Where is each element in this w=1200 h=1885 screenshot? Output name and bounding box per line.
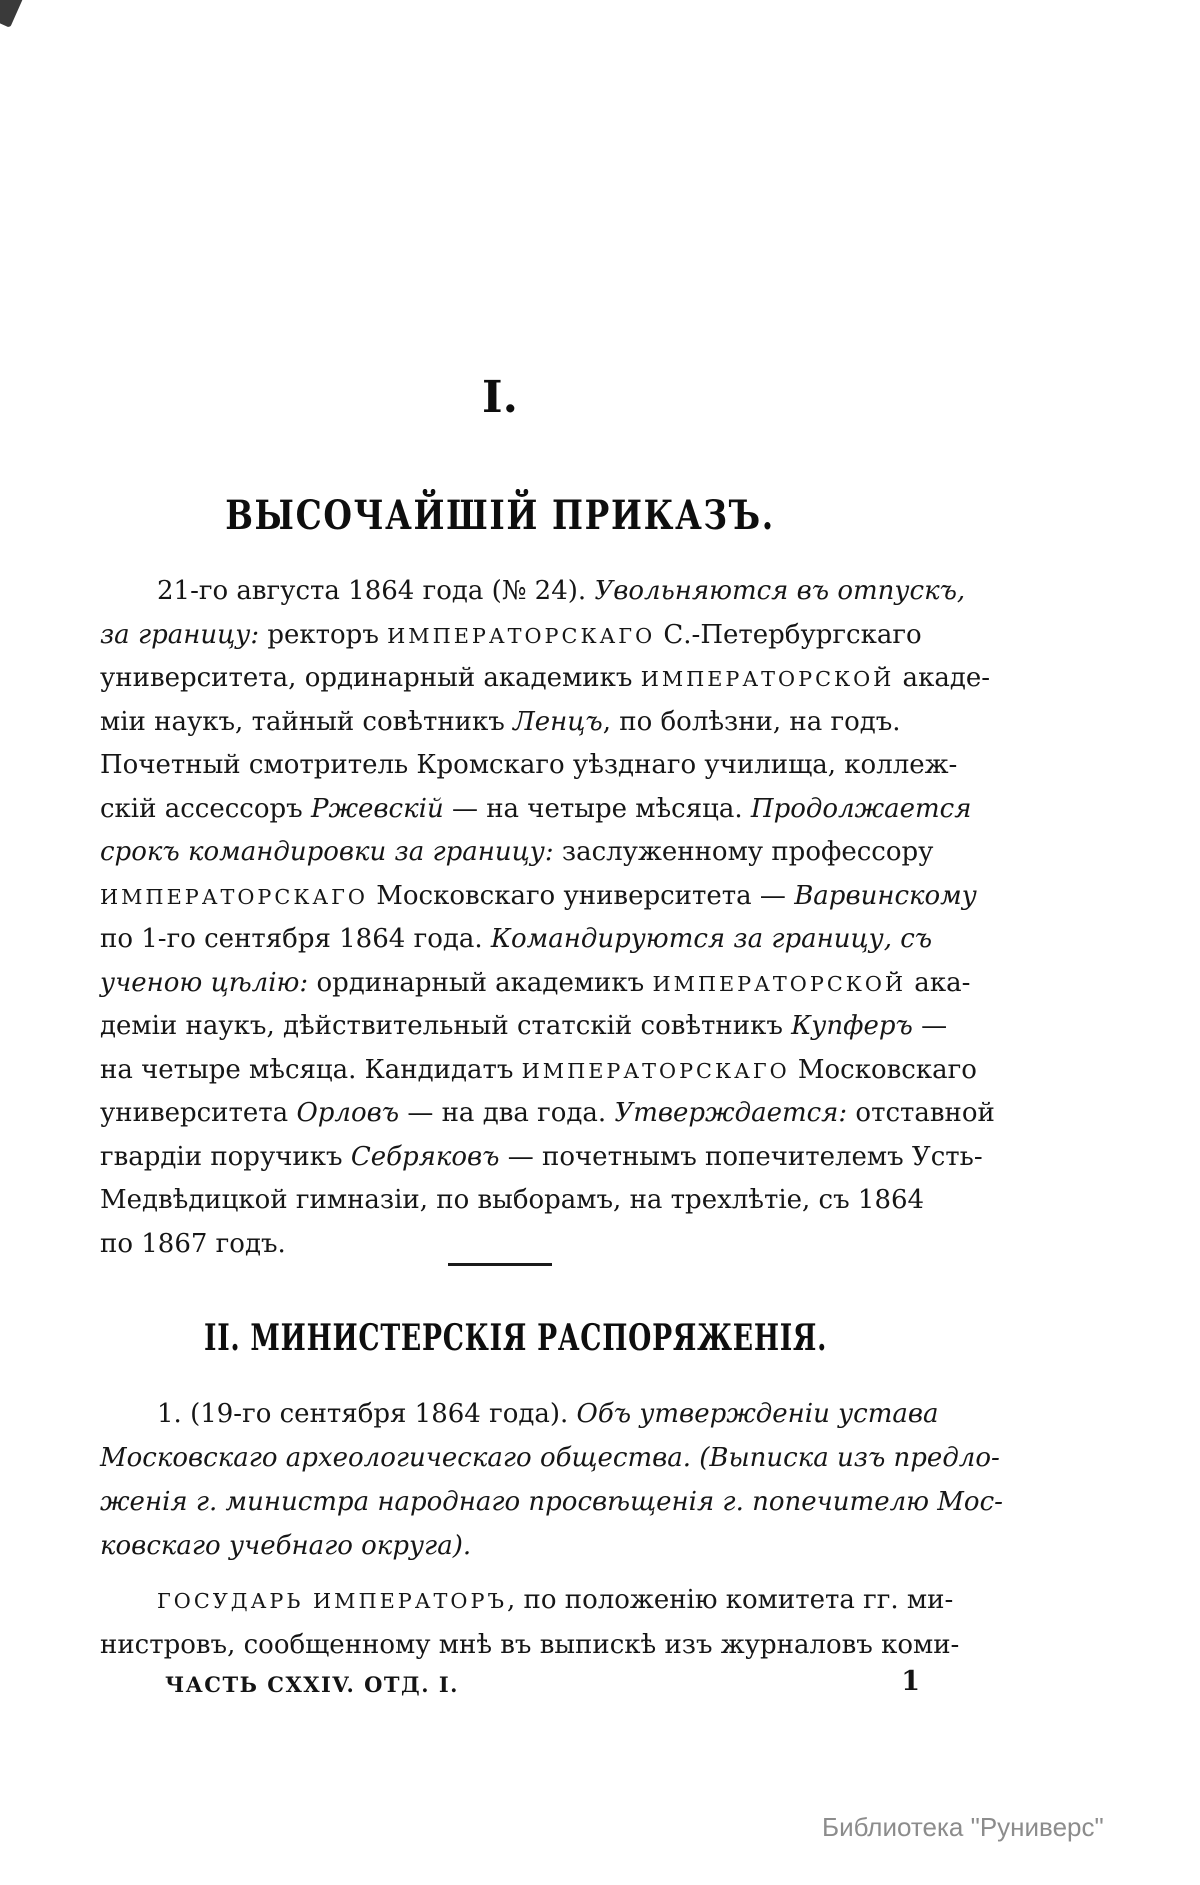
body-text: университета, ординарный академикъ xyxy=(100,663,641,693)
body-text: ординарный академикъ xyxy=(316,967,653,998)
italic-text: ученою цѣлію: xyxy=(100,967,317,998)
text-line xyxy=(100,570,966,614)
italic-text: ковскаго учебнаго округа). xyxy=(100,1531,472,1561)
text-line xyxy=(100,744,958,788)
body-text: по 1867 годъ. xyxy=(100,1228,286,1259)
body-text: заслуженному профессору xyxy=(561,837,934,867)
heading-vysochayshiy-prikaz: ВЫСОЧАЙШІЙ ПРИКАЗЪ. xyxy=(225,492,775,539)
text-line xyxy=(100,962,971,1006)
body-text: университета xyxy=(100,1098,297,1128)
paragraph-gosudar xyxy=(100,1578,960,1668)
body-text: ректоръ xyxy=(267,619,388,650)
italic-text: за границу: xyxy=(100,619,268,650)
text-line xyxy=(100,1223,895,1267)
italic-text: Себряковъ xyxy=(350,1141,500,1172)
body-text: деміи наукъ, дѣйствительный статскій совѣтникъ xyxy=(100,1011,792,1041)
body-text: — xyxy=(912,1011,948,1041)
body-text: — на четыре мѣсяца. xyxy=(443,793,751,824)
section-divider-rule xyxy=(448,1263,552,1266)
text-line xyxy=(100,1005,948,1049)
text-line xyxy=(100,875,977,919)
smallcaps-text: ГОСУДАРЬ ИМПЕРАТОРЪ xyxy=(157,1589,507,1613)
text-line xyxy=(100,1578,954,1623)
footer-volume-label: ЧАСТЬ CXXIV. ОТД. I. xyxy=(165,1672,459,1697)
text-line xyxy=(100,1136,983,1180)
scan-corner-artifact xyxy=(0,0,24,28)
section-number: I. xyxy=(482,372,518,423)
body-text: ака- xyxy=(906,967,971,998)
text-line xyxy=(100,1092,995,1136)
body-text: 1. (19-го сентября 1864 года). xyxy=(157,1399,577,1429)
body-text: , по болѣзни, на годъ. xyxy=(602,706,901,737)
italic-text: Увольняются въ отпускъ, xyxy=(594,576,966,606)
body-text: на четыре мѣсяца. Кандидатъ xyxy=(100,1054,522,1085)
smallcaps-text: ИМПЕРАТОРСКАГО xyxy=(100,884,368,909)
heading-ministerskie-rasporyazheniya: II. МИНИСТЕРСКІЯ РАСПОРЯЖЕНІЯ. xyxy=(204,1317,828,1359)
italic-text: Объ утвержденіи устава xyxy=(576,1399,939,1429)
body-text: Медвѣдицкой гимназіи, по выборамъ, на трехлѣтіе, съ 1864 xyxy=(100,1185,925,1215)
smallcaps-text: ИМПЕРАТОРСКАГО xyxy=(387,623,656,648)
italic-text: срокъ командировки за границу: xyxy=(100,837,562,867)
text-line xyxy=(100,918,933,962)
body-text: С.-Петербургскаго xyxy=(655,619,922,650)
body-text: скій ассессоръ xyxy=(100,793,311,824)
body-text: нистровъ, сообщенному мнѣ въ выпискѣ изъ журналовъ коми- xyxy=(100,1630,960,1660)
text-line xyxy=(100,1623,960,1668)
body-text: — почетнымъ попечителемъ Усть- xyxy=(499,1141,983,1172)
italic-text: Утверждается: xyxy=(614,1098,848,1128)
italic-text: Ржевскій xyxy=(310,793,444,824)
body-text: по 1-го сентября 1864 года. xyxy=(100,924,491,954)
body-text: Почетный смотритель Кромскаго уѣзднаго училища, коллеж- xyxy=(100,750,958,780)
body-text: — на два года. xyxy=(399,1098,615,1128)
text-line xyxy=(100,1436,1000,1480)
body-text: Московскаго университета — xyxy=(367,880,795,911)
body-text: , по положенію комитета гг. ми- xyxy=(506,1585,954,1615)
text-line xyxy=(100,1392,939,1436)
page-number: 1 xyxy=(901,1666,920,1697)
smallcaps-text: ИМПЕРАТОРСКАГО xyxy=(521,1058,790,1083)
paragraph-prikaz xyxy=(100,570,995,1266)
italic-text: Варвинскому xyxy=(794,880,977,911)
italic-text: Купферъ xyxy=(791,1011,913,1041)
text-line xyxy=(100,614,922,658)
body-text: Московскаго xyxy=(789,1054,977,1085)
smallcaps-text: ИМПЕРАТОРСКОЙ xyxy=(640,667,895,691)
smallcaps-text: ИМПЕРАТОРСКОЙ xyxy=(652,971,907,996)
watermark-runivers: Библиотека "Руниверс" xyxy=(822,1812,1104,1842)
text-line xyxy=(100,788,972,832)
italic-text: Командируются за границу, съ xyxy=(490,924,933,954)
paragraph-ustav xyxy=(100,1392,1003,1568)
body-text: гвардіи поручикъ xyxy=(100,1141,351,1172)
text-line xyxy=(100,1179,925,1223)
italic-text: Орловъ xyxy=(296,1098,400,1128)
italic-text: женія г. министра народнаго просвѣщенія г. попечителю Мос- xyxy=(100,1487,1003,1517)
italic-text: Ленцъ xyxy=(513,706,603,737)
body-text: 21-го августа 1864 года (№ 24). xyxy=(157,576,595,606)
body-text: акаде- xyxy=(894,663,990,693)
text-line xyxy=(100,1049,977,1093)
text-line xyxy=(100,701,901,745)
body-text: отставной xyxy=(847,1098,995,1128)
text-line xyxy=(100,1524,895,1568)
italic-text: Московскаго археологическаго общества. (Выписка изъ предло- xyxy=(100,1443,1000,1473)
italic-text: Продолжается xyxy=(750,793,972,824)
text-line xyxy=(100,831,934,875)
body-text: міи наукъ, тайный совѣтникъ xyxy=(100,706,514,737)
text-line xyxy=(100,657,990,701)
text-line xyxy=(100,1480,1003,1524)
